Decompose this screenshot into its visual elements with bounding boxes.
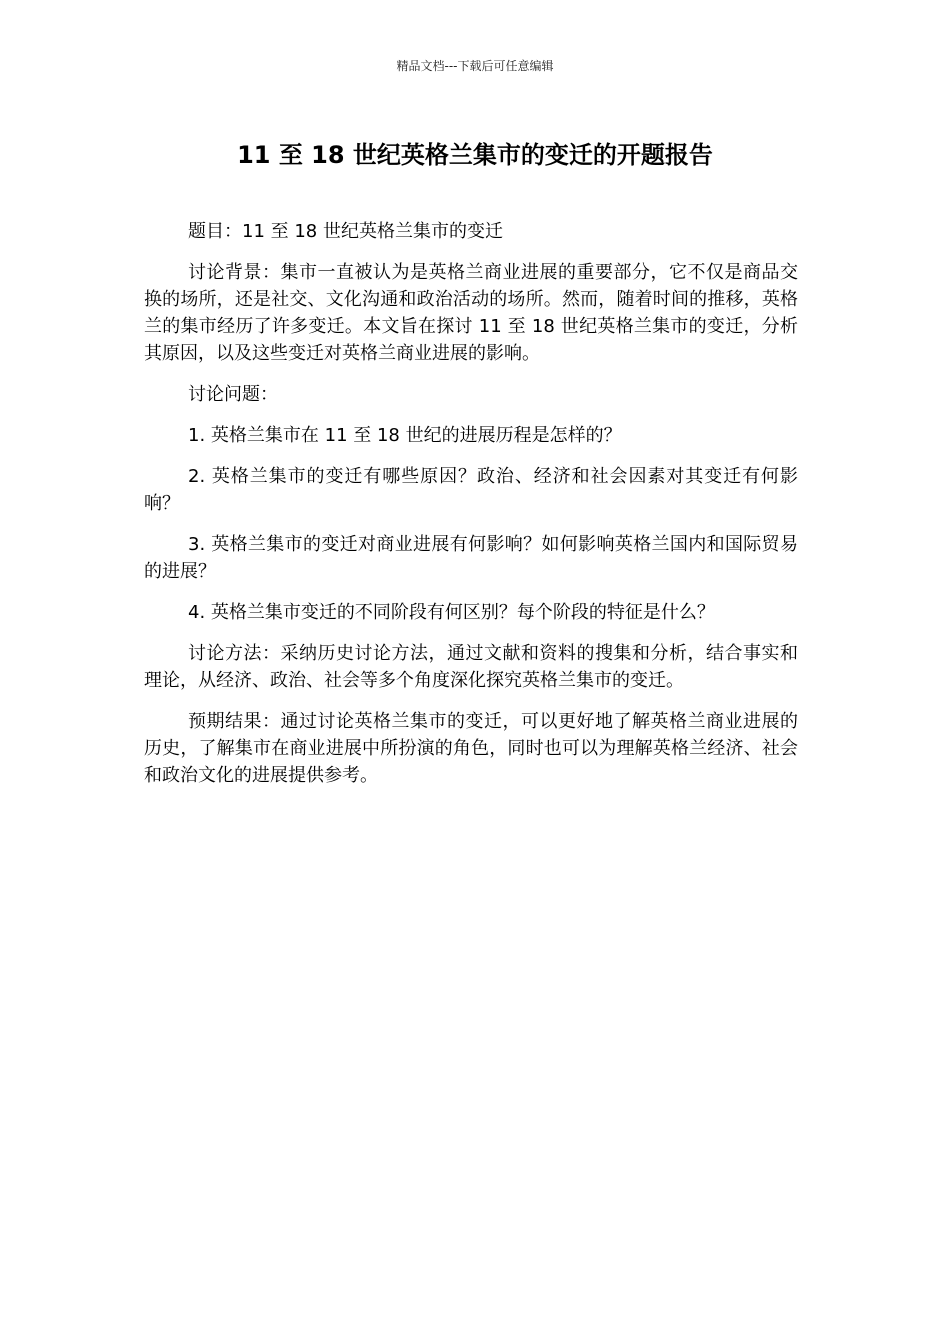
document-title: 11 至 18 世纪英格兰集市的变迁的开题报告 [237, 141, 713, 169]
paragraph-questions-heading: 讨论问题： [188, 384, 278, 405]
paragraph-question-4: 4. 英格兰集市变迁的不同阶段有何区别？每个阶段的特征是什么？ [188, 602, 715, 623]
paragraph-method: 讨论方法：采纳历史讨论方法，通过文献和资料的搜集和分析，结合事实和理论，从经济、政治、社会等多个角度深化探究英格兰集市的变迁。 [144, 643, 798, 691]
paragraph-question-1: 1. 英格兰集市在 11 至 18 世纪的进展历程是怎样的？ [188, 425, 622, 446]
document-body [144, 218, 798, 803]
paragraph-question-3: 3. 英格兰集市的变迁对商业进展有何影响？如何影响英格兰国内和国际贸易的进展？ [144, 534, 798, 582]
paragraph-background: 讨论背景：集市一直被认为是英格兰商业进展的重要部分，它不仅是商品交换的场所，还是社交、文化沟通和政治活动的场所。然而，随着时间的推移，英格兰的集市经历了许多变迁。本文旨在探讨 11 至 18 世纪英格兰集市的变迁，分析其原因，以及这些变迁对英格兰商业进展的影响。 [144, 262, 798, 364]
header-note: 精品文档---下载后可任意编辑 [396, 59, 554, 73]
paragraph-expected-results: 预期结果：通过讨论英格兰集市的变迁，可以更好地了解英格兰商业进展的历史，了解集市在商业进展中所扮演的角色，同时也可以为理解英格兰经济、社会和政治文化的进展提供参考。 [144, 711, 798, 786]
paragraph-topic: 题目：11 至 18 世纪英格兰集市的变迁 [188, 221, 503, 242]
paragraph-question-2: 2. 英格兰集市的变迁有哪些原因？政治、经济和社会因素对其变迁有何影响？ [144, 466, 798, 514]
